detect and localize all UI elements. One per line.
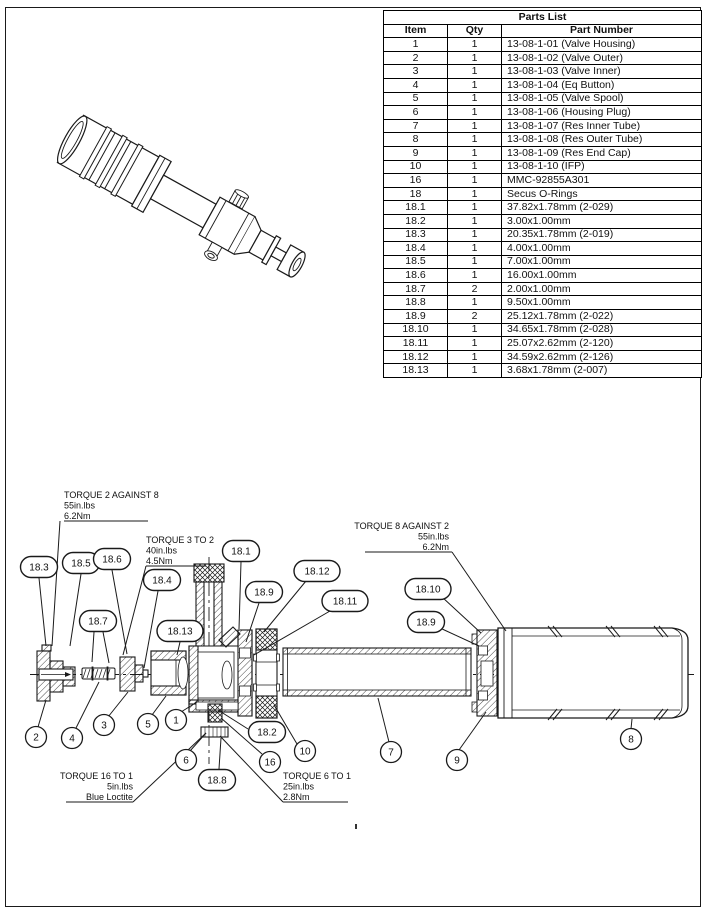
note-torque-8-against-2-line-2: 6.2Nm — [422, 542, 449, 552]
balloon-18-8-label: 18.8 — [207, 775, 227, 787]
item-cell: 16 — [384, 174, 448, 188]
balloon-3-leader — [108, 692, 128, 717]
balloon-18-9-label: 18.9 — [254, 587, 274, 599]
balloon-18-1-leader — [239, 562, 241, 629]
balloon-3 — [94, 715, 115, 736]
part-number-cell: 7.00x1.00mm — [502, 255, 702, 269]
table-row — [384, 310, 702, 324]
note-torque-2-against-8-line-0: TORQUE 2 AGAINST 8 — [64, 490, 159, 500]
part-8-res-outer-tube — [498, 626, 688, 720]
balloon-18-4 — [144, 570, 181, 591]
note-torque-6-to-1 — [220, 736, 351, 802]
column-header-item: Item — [384, 24, 448, 38]
part-number-cell: 3.68x1.78mm (2-007) — [502, 364, 702, 378]
note-torque-8-against-2-line-1: 55in.lbs — [417, 531, 449, 542]
balloon-7 — [381, 742, 402, 763]
balloon-5-leader — [152, 696, 166, 715]
part-number-cell: 13-08-1-10 (IFP) — [502, 160, 702, 174]
torque-notes — [52, 490, 506, 802]
balloon-18-6-leader — [112, 570, 127, 654]
part-number-cell: Secus O-Rings — [502, 187, 702, 201]
balloon-18-13 — [157, 621, 203, 642]
column-header-part-number: Part Number — [502, 24, 702, 38]
balloon-5-label: 5 — [145, 719, 151, 731]
balloon-1 — [166, 710, 187, 731]
balloon-18-9-label: 18.9 — [416, 617, 436, 629]
note-torque-3-to-2-line-1: 40in.lbs — [146, 545, 178, 556]
qty-cell: 1 — [448, 51, 502, 65]
balloon-10 — [295, 741, 316, 762]
item-cell: 7 — [384, 119, 448, 133]
qty-cell: 1 — [448, 160, 502, 174]
part-number-cell: 9.50x1.00mm — [502, 296, 702, 310]
part-number-cell: 25.12x1.78mm (2-022) — [502, 310, 702, 324]
balloon-16 — [260, 752, 281, 773]
qty-cell: 2 — [448, 282, 502, 296]
table-row — [384, 78, 702, 92]
balloon-18-9 — [408, 612, 445, 633]
part-number-cell: 13-08-1-01 (Valve Housing) — [502, 38, 702, 52]
qty-cell: 1 — [448, 119, 502, 133]
table-row — [384, 174, 702, 188]
item-cell: 18.5 — [384, 255, 448, 269]
qty-cell: 1 — [448, 106, 502, 120]
note-torque-16-to-1-leader — [133, 733, 206, 802]
qty-cell: 1 — [448, 38, 502, 52]
balloon-8-leader — [631, 719, 632, 729]
qty-cell: 1 — [448, 269, 502, 283]
qty-cell: 1 — [448, 323, 502, 337]
part-2-valve-outer — [37, 645, 75, 701]
part-number-cell: 20.35x1.78mm (2-019) — [502, 228, 702, 242]
qty-cell: 1 — [448, 364, 502, 378]
item-cell: 18.2 — [384, 214, 448, 228]
note-torque-6-to-1-line-1: 25in.lbs — [283, 781, 315, 792]
balloon-18-11 — [322, 591, 368, 612]
table-row — [384, 187, 702, 201]
table-title-row — [384, 11, 702, 25]
qty-cell: 1 — [448, 78, 502, 92]
balloon-3-label: 3 — [101, 720, 107, 732]
balloon-4-label: 4 — [69, 733, 75, 745]
qty-cell: 1 — [448, 242, 502, 256]
balloon-9 — [447, 750, 468, 771]
balloon-18-13-label: 18.13 — [167, 626, 193, 638]
balloon-8 — [621, 729, 642, 750]
note-torque-3-to-2-leader — [123, 566, 146, 655]
part-9-res-end-cap — [472, 630, 497, 716]
qty-cell: 1 — [448, 65, 502, 79]
qty-cell: 1 — [448, 92, 502, 106]
table-row — [384, 201, 702, 215]
part-4-eq-button — [82, 667, 115, 681]
note-torque-3-to-2-line-2: 4.5Nm — [146, 556, 173, 566]
column-header-qty: Qty — [448, 24, 502, 38]
note-torque-6-to-1-line-0: TORQUE 6 TO 1 — [283, 771, 352, 781]
part-number-cell: 16.00x1.00mm — [502, 269, 702, 283]
item-cell: 9 — [384, 146, 448, 160]
item-cell: 8 — [384, 133, 448, 147]
balloon-2 — [26, 727, 47, 748]
item-cell: 18.6 — [384, 269, 448, 283]
item-cell: 18.4 — [384, 242, 448, 256]
balloon-18-7-leader — [103, 632, 109, 663]
note-torque-3-to-2-line-0: TORQUE 3 TO 2 — [146, 535, 215, 545]
note-torque-2-against-8-leader — [52, 521, 60, 646]
balloon-18-6 — [94, 549, 131, 570]
table-row — [384, 242, 702, 256]
part-number-cell: MMC-92855A301 — [502, 174, 702, 188]
item-cell: 5 — [384, 92, 448, 106]
balloon-18-3-leader — [39, 578, 46, 646]
qty-cell: 1 — [448, 214, 502, 228]
qty-cell: 1 — [448, 337, 502, 351]
balloon-18-2-label: 18.2 — [257, 727, 277, 739]
part-number-cell: 13-08-1-09 (Res End Cap) — [502, 146, 702, 160]
balloon-7-label: 7 — [388, 747, 394, 759]
part-number-cell: 13-08-1-08 (Res Outer Tube) — [502, 133, 702, 147]
item-cell: 18.7 — [384, 282, 448, 296]
qty-cell: 1 — [448, 174, 502, 188]
note-torque-16-to-1-line-2: Blue Loctite — [85, 792, 133, 802]
balloon-18-3 — [21, 557, 58, 578]
note-torque-6-to-1-line-2: 2.8Nm — [283, 792, 310, 802]
balloon-2-leader — [38, 700, 46, 727]
part-number-cell: 13-08-1-03 (Valve Inner) — [502, 65, 702, 79]
note-torque-8-against-2-line-0: TORQUE 8 AGAINST 2 — [354, 521, 449, 531]
note-torque-2-against-8-line-1: 55in.lbs — [64, 500, 96, 511]
qty-cell: 1 — [448, 146, 502, 160]
balloon-9-leader — [459, 712, 486, 750]
item-cell: 18.12 — [384, 350, 448, 364]
balloon-8-label: 8 — [628, 734, 634, 746]
isometric-assembled-view — [47, 103, 319, 300]
table-row — [384, 133, 702, 147]
balloon-4 — [62, 728, 83, 749]
table-row — [384, 323, 702, 337]
balloon-9-label: 9 — [454, 755, 460, 767]
item-cell: 18.8 — [384, 296, 448, 310]
note-torque-8-against-2-leader — [452, 552, 506, 631]
item-cell: 18.1 — [384, 201, 448, 215]
note-torque-16-to-1-line-0: TORQUE 16 TO 1 — [59, 771, 133, 781]
part-number-cell: 13-08-1-02 (Valve Outer) — [502, 51, 702, 65]
table-row — [384, 92, 702, 106]
table-row — [384, 296, 702, 310]
fold-mark — [355, 824, 357, 829]
table-row — [384, 146, 702, 160]
table-row — [384, 269, 702, 283]
balloon-18-4-label: 18.4 — [152, 575, 172, 587]
balloon-18-3-label: 18.3 — [29, 562, 49, 574]
part-number-cell: 2.00x1.00mm — [502, 282, 702, 296]
table-row — [384, 65, 702, 79]
balloon-18-2 — [249, 722, 286, 743]
qty-cell: 1 — [448, 133, 502, 147]
item-cell: 1 — [384, 38, 448, 52]
balloon-18-1 — [223, 541, 260, 562]
table-row — [384, 38, 702, 52]
balloon-2-label: 2 — [33, 732, 39, 744]
balloon-1-label: 1 — [173, 715, 179, 727]
table-row — [384, 228, 702, 242]
balloon-18-8-leader — [219, 738, 221, 769]
note-torque-16-to-1-line-1: 5in.lbs — [106, 781, 133, 792]
balloon-18-10-leader — [442, 597, 481, 633]
table-row — [384, 119, 702, 133]
balloon-18-8 — [199, 770, 236, 791]
part-3-valve-inner — [120, 657, 148, 691]
qty-cell: 1 — [448, 350, 502, 364]
part-number-cell: 4.00x1.00mm — [502, 242, 702, 256]
table-row — [384, 337, 702, 351]
qty-cell: 1 — [448, 187, 502, 201]
table-title: Parts List — [384, 11, 702, 25]
balloon-18-5-label: 18.5 — [71, 558, 91, 570]
balloon-18-7-label: 18.7 — [88, 616, 108, 628]
table-row — [384, 106, 702, 120]
table-row — [384, 350, 702, 364]
table-row — [384, 214, 702, 228]
balloon-18-5-leader — [70, 574, 81, 646]
item-cell: 6 — [384, 106, 448, 120]
table-header-row — [384, 24, 702, 38]
qty-cell: 2 — [448, 310, 502, 324]
balloon-18-10-label: 18.10 — [415, 584, 441, 596]
note-torque-2-against-8-line-2: 6.2Nm — [64, 511, 91, 521]
balloon-16-label: 16 — [264, 757, 276, 769]
balloon-18-10 — [405, 579, 451, 600]
balloon-18-6-label: 18.6 — [102, 554, 122, 566]
part-number-cell: 13-08-1-04 (Eq Button) — [502, 78, 702, 92]
balloon-18-7 — [80, 611, 117, 632]
parts-list-table — [383, 10, 702, 378]
balloon-18-1-label: 18.1 — [231, 546, 251, 558]
balloon-18-12-label: 18.12 — [304, 566, 330, 578]
qty-cell: 1 — [448, 201, 502, 215]
part-number-cell: 13-08-1-07 (Res Inner Tube) — [502, 119, 702, 133]
balloon-10-label: 10 — [299, 746, 311, 758]
table-row — [384, 255, 702, 269]
balloon-18-12 — [294, 561, 340, 582]
balloon-18-9 — [246, 582, 283, 603]
item-cell: 3 — [384, 65, 448, 79]
item-cell: 10 — [384, 160, 448, 174]
item-cell: 18.3 — [384, 228, 448, 242]
table-row — [384, 282, 702, 296]
part-5-valve-spool — [151, 651, 188, 695]
part-number-cell: 13-08-1-05 (Valve Spool) — [502, 92, 702, 106]
item-cell: 18.13 — [384, 364, 448, 378]
part-number-cell: 25.07x2.62mm (2-120) — [502, 337, 702, 351]
table-row — [384, 51, 702, 65]
item-cell: 18 — [384, 187, 448, 201]
qty-cell: 1 — [448, 228, 502, 242]
table-row — [384, 364, 702, 378]
part-number-cell: 3.00x1.00mm — [502, 214, 702, 228]
item-cell: 4 — [384, 78, 448, 92]
balloon-18-7-leader — [92, 632, 94, 662]
balloon-7-leader — [378, 698, 389, 742]
part-number-cell: 34.65x1.78mm (2-028) — [502, 323, 702, 337]
qty-cell: 1 — [448, 255, 502, 269]
balloon-18-11-label: 18.11 — [332, 596, 358, 608]
part-number-cell: 13-08-1-06 (Housing Plug) — [502, 106, 702, 120]
part-number-cell: 34.59x2.62mm (2-126) — [502, 350, 702, 364]
table-row — [384, 160, 702, 174]
balloon-6-label: 6 — [183, 755, 189, 767]
item-cell: 18.9 — [384, 310, 448, 324]
item-cell: 2 — [384, 51, 448, 65]
part-7-res-inner-tube — [283, 648, 471, 696]
qty-cell: 1 — [448, 296, 502, 310]
balloon-6 — [176, 750, 197, 771]
part-number-cell: 37.82x1.78mm (2-029) — [502, 201, 702, 215]
item-cell: 18.11 — [384, 337, 448, 351]
item-cell: 18.10 — [384, 323, 448, 337]
balloon-5 — [138, 714, 159, 735]
